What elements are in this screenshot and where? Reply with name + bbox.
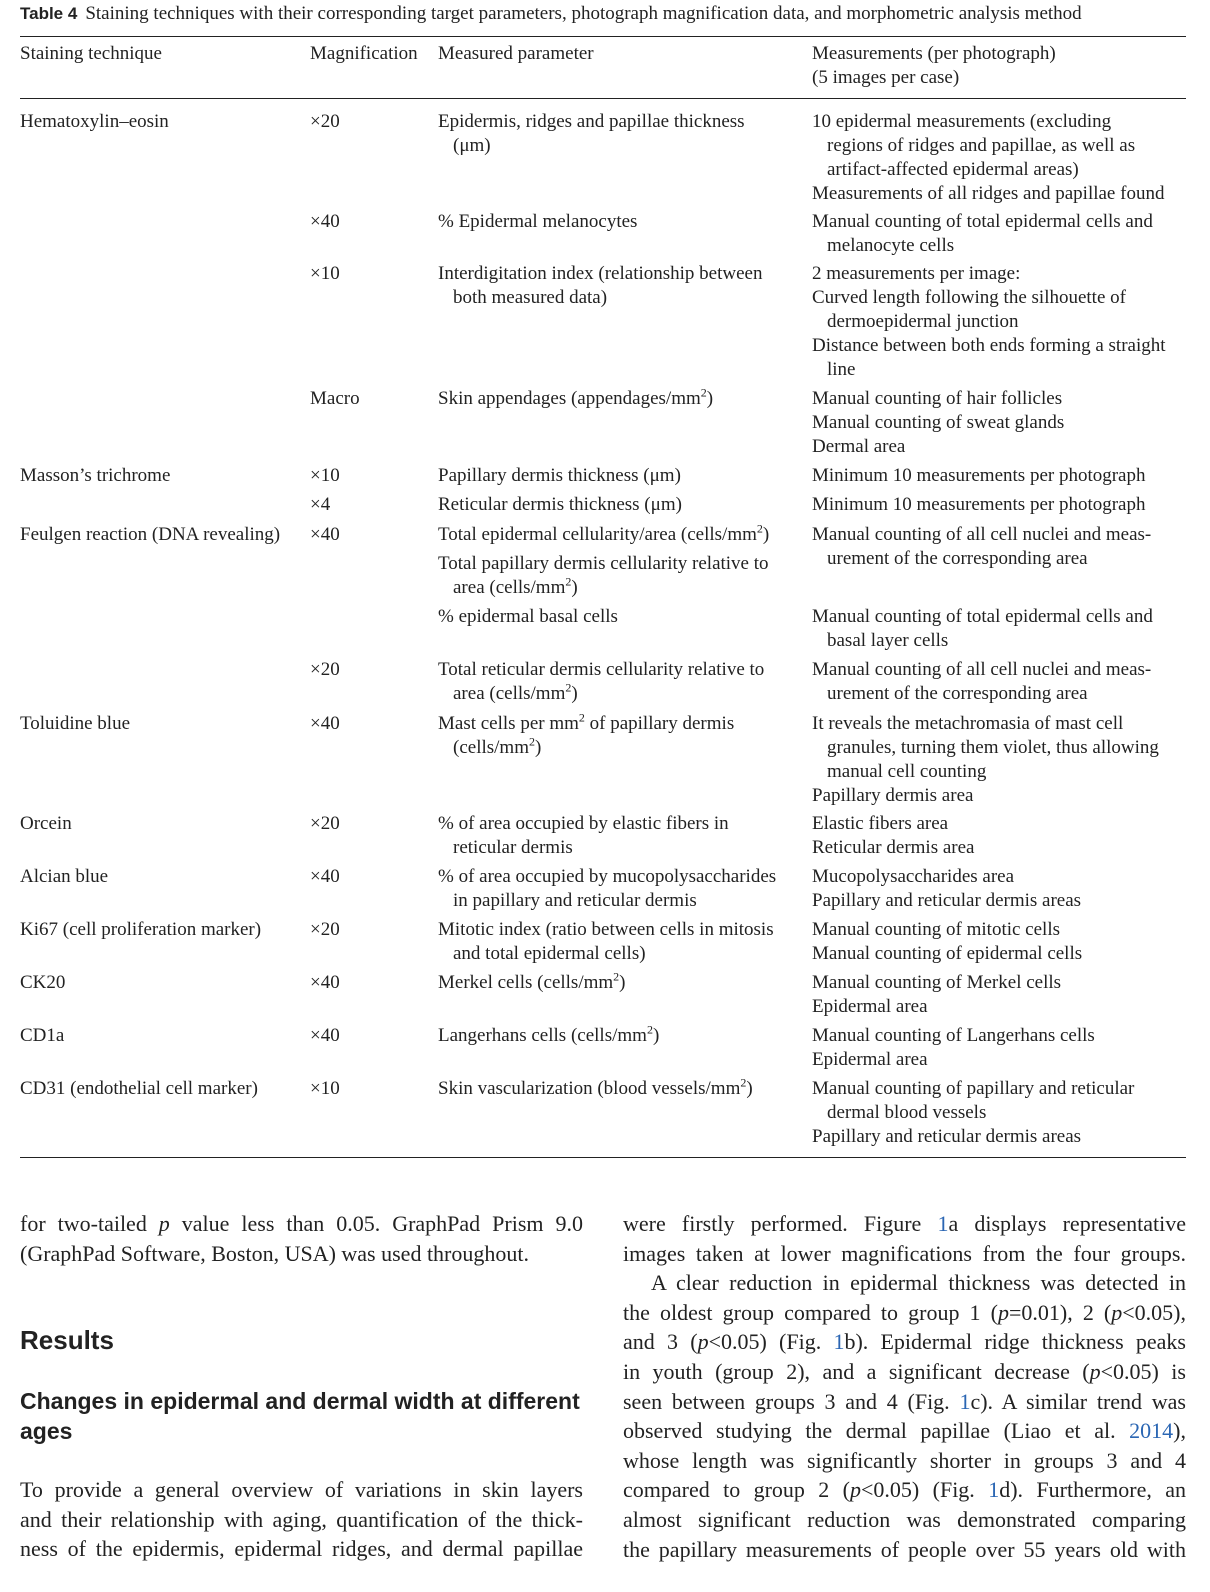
measurement-cell (812, 1024, 1095, 1072)
measurement-line: 10 epidermal measurements (excluding (812, 111, 1112, 132)
measurement-line: line (827, 359, 856, 380)
parameter-text: Skin vascularization (blood vessels/mm (438, 1078, 741, 1099)
parameter-text: ) (571, 577, 578, 598)
text-run: ), (1173, 1418, 1186, 1444)
parameter-line: % Epidermal melanocytes (438, 211, 638, 232)
parameter-cell (438, 712, 734, 760)
results-heading: Results (20, 1325, 114, 1355)
parameter-line: Mitotic index (ratio between cells in mitosis (438, 919, 774, 940)
magnification-cell: ×10 (310, 465, 340, 486)
measurement-cell (812, 605, 1153, 653)
text-line: and their relationship with aging, quantification of the thick- (20, 1506, 583, 1532)
measurement-cell (812, 812, 974, 860)
measurement-line: melanocyte cells (827, 235, 955, 256)
measurement-line: Curved length following the silhouette of (812, 287, 1126, 308)
parameter-line: % epidermal basal cells (438, 606, 618, 627)
technique-cd31: CD31 (endothelial cell marker) (20, 1078, 258, 1099)
technique-hematoxylin-eosin: Hematoxylin–eosin (20, 111, 169, 132)
measurement-line: basal layer cells (827, 630, 949, 651)
measurement-cell (812, 523, 1151, 571)
parameter-text: ) (746, 1078, 753, 1099)
table-number: Table 4 (20, 4, 78, 23)
right-column-paragraph (623, 1209, 1186, 1564)
technique-alcian-blue: Alcian blue (20, 866, 109, 887)
text-line: To provide a general overview of variations in skin layers (20, 1477, 583, 1502)
magnification-cell: ×40 (310, 211, 340, 232)
parameter-cell (438, 262, 762, 310)
parameter-text: ) (619, 972, 626, 993)
technique-massons-trichrome: Masson’s trichrome (20, 465, 171, 486)
measurement-cell (812, 110, 1164, 206)
text-run: <0.05), (1122, 1299, 1186, 1325)
header-parameter: Measured parameter (438, 43, 594, 64)
parameter-text: ) (534, 737, 542, 758)
parameter-cell (438, 918, 774, 966)
parameter-line: % of area occupied by mucopolysaccharides (438, 866, 777, 887)
text-run: compared to group 2 ( (623, 1477, 851, 1503)
measurement-line: dermal blood vessels (827, 1102, 987, 1123)
superscript: 2 (528, 734, 535, 749)
table-header-rule (20, 98, 1186, 99)
parameter-cell: Papillary dermis thickness (μm) (438, 465, 681, 486)
text-run: p (850, 1477, 862, 1503)
parameter-line: Total reticular dermis cellularity relative to (438, 659, 765, 680)
superscript: 2 (756, 521, 763, 536)
parameter-cell (438, 387, 713, 411)
parameter-cell (438, 865, 776, 913)
superscript: 2 (578, 710, 585, 725)
text-run: observed studying the dermal papillae (Liao et al. (623, 1418, 1130, 1444)
measurement-cell (812, 210, 1153, 258)
text-run: the oldest group compared to group 1 ( (623, 1299, 998, 1325)
magnification-cell: ×40 (310, 866, 340, 887)
text-line: A clear reduction in epidermal thickness was detected in (651, 1270, 1186, 1296)
superscript: 2 (740, 1075, 747, 1090)
text-run: p (1089, 1358, 1101, 1384)
technique-feulgen-reaction: Feulgen reaction (DNA revealing) (20, 524, 281, 545)
measurement-line: Papillary and reticular dermis areas (812, 1126, 1082, 1147)
measurement-line: Distance between both ends forming a straight (812, 335, 1166, 356)
measurement-line: Dermal area (812, 436, 906, 457)
measurement-line: Measurements of all ridges and papillae found (812, 183, 1165, 204)
text-run: b). Epidermal ridge thickness peaks (844, 1329, 1186, 1355)
measurement-line: Epidermal area (812, 996, 928, 1017)
figure-link[interactable]: 1 (833, 1329, 845, 1355)
text-run: a displays representative (948, 1211, 1186, 1236)
magnification-cell: ×40 (310, 972, 340, 993)
parameter-cell (438, 552, 769, 600)
parameter-line: reticular dermis (453, 837, 573, 858)
magnification-cell: Macro (310, 388, 360, 409)
text-run: <0.05) (Fig. (861, 1477, 989, 1503)
parameter-cell (438, 110, 745, 158)
figure-link[interactable]: 1 (959, 1388, 971, 1414)
figure-link[interactable]: 1 (937, 1211, 949, 1236)
superscript: 2 (565, 680, 572, 695)
superscript: 2 (613, 969, 620, 984)
text-line: whose length was significantly shorter in groups 3 and 4 (623, 1447, 1186, 1473)
text-run: p (697, 1329, 709, 1355)
superscript: 2 (646, 1022, 653, 1037)
header-measurements (812, 42, 1056, 90)
parameter-cell (438, 210, 637, 234)
table-top-rule (20, 36, 1186, 37)
measurement-cell (812, 971, 1061, 1019)
parameter-text: ) (762, 524, 770, 545)
table-bottom-rule (20, 1157, 1186, 1158)
figure-link[interactable]: 1 (988, 1477, 1000, 1503)
measurement-line: Manual counting of all cell nuclei and meas- (812, 659, 1152, 680)
measurement-line: regions of ridges and papillae, as well as (827, 135, 1136, 156)
parameter-line: (μm) (453, 135, 491, 156)
text-run: d). Furthermore, an (999, 1477, 1186, 1503)
parameter-text: Skin appendages (appendages/mm (438, 388, 701, 409)
measurement-line: Manual counting of sweat glands (812, 412, 1065, 433)
parameter-line: both measured data) (453, 287, 608, 308)
technique-ck20: CK20 (20, 972, 66, 993)
parameter-text: Total epidermal cellularity/area (cells/mm (438, 524, 757, 545)
header-magnification: Magnification (310, 43, 418, 64)
measurement-line: granules, turning them violet, thus allowing (827, 737, 1159, 758)
text-run: <0.05) (Fig. (708, 1329, 834, 1355)
measurement-line: urement of the corresponding area (827, 683, 1088, 704)
parameter-text: ) (706, 388, 714, 409)
measurement-line: 2 measurements per image: (812, 263, 1021, 284)
text-run: c). A similar trend was (970, 1388, 1186, 1414)
magnification-cell: ×20 (310, 919, 340, 940)
table-caption-text: Staining techniques with their corresponding target parameters, photograph magnification data, and morphometric analysis method (85, 3, 1082, 24)
measurement-cell (812, 658, 1151, 706)
measurement-line: Manual counting of hair follicles (812, 388, 1063, 409)
parameter-cell (438, 971, 626, 995)
header-measurements-line: (5 images per case) (812, 67, 960, 88)
technique-ki67: Ki67 (cell proliferation marker) (20, 919, 262, 940)
text-run: were firstly performed. Figure (623, 1211, 938, 1236)
parameter-cell (438, 1077, 753, 1101)
measurement-cell (812, 262, 1166, 382)
table-caption (20, 3, 1082, 25)
text-run: p (158, 1211, 170, 1236)
technique-orcein: Orcein (20, 813, 72, 834)
technique-cd1a: CD1a (20, 1025, 65, 1046)
parameter-text: Langerhans cells (cells/mm (438, 1025, 647, 1046)
text-line: images taken at lower magnifications from the four groups. (623, 1240, 1186, 1266)
measurement-cell (812, 712, 1159, 808)
text-run: in youth (group 2), and a significant decrease ( (623, 1358, 1090, 1384)
magnification-cell: ×20 (310, 111, 340, 132)
parameter-line: in papillary and reticular dermis (453, 890, 697, 911)
measurement-line: Manual counting of papillary and reticular (812, 1078, 1135, 1099)
parameter-text: ) (571, 683, 578, 704)
superscript: 2 (700, 385, 707, 400)
citation-link[interactable]: 2014 (1129, 1418, 1174, 1444)
measurement-cell (812, 918, 1082, 966)
measurement-line: artifact-affected epidermal areas) (827, 159, 1079, 180)
magnification-cell: ×4 (310, 494, 331, 515)
text-run: and 3 ( (623, 1329, 698, 1355)
measurement-cell (812, 1077, 1134, 1149)
text-run: value less than 0.05. GraphPad Prism 9.0 (169, 1211, 583, 1236)
parameter-text: area (cells/mm (453, 683, 566, 704)
magnification-cell: ×40 (310, 524, 340, 545)
parameter-text: (cells/mm (453, 737, 529, 758)
parameter-text: area (cells/mm (453, 577, 566, 598)
magnification-cell: ×20 (310, 659, 340, 680)
measurement-cell: Minimum 10 measurements per photograph (812, 494, 1146, 515)
header-measurements-line: Measurements (per photograph) (812, 43, 1056, 64)
measurement-line: Manual counting of Langerhans cells (812, 1025, 1095, 1046)
measurement-line: Manual counting of mitotic cells (812, 919, 1061, 940)
parameter-text: Mast cells per mm (438, 713, 579, 734)
text-run: =0.01), 2 ( (1008, 1299, 1112, 1325)
parameter-line: % of area occupied by elastic fibers in (438, 813, 729, 834)
measurement-line: Manual counting of total epidermal cells and (812, 606, 1153, 627)
left-column-paragraph (20, 1209, 583, 1268)
parameter-cell (438, 605, 618, 629)
text-line: the papillary measurements of people over 55 years old with (623, 1536, 1186, 1562)
section-subheading: Changes in epidermal and dermal width at different ages (20, 1388, 580, 1444)
text-run: seen between groups 3 and 4 (Fig. (623, 1388, 960, 1414)
measurement-line: Papillary and reticular dermis areas (812, 890, 1082, 911)
technique-toluidine-blue: Toluidine blue (20, 713, 131, 734)
text-line: (GraphPad Software, Boston, USA) was used throughout. (20, 1240, 529, 1266)
measurement-cell (812, 865, 1081, 913)
magnification-cell: ×10 (310, 263, 340, 284)
text-run: for two-tailed (20, 1211, 159, 1236)
parameter-cell (438, 812, 729, 860)
measurement-cell (812, 387, 1064, 459)
text-line: ness of the epidermis, epidermal ridges, and dermal papillae (20, 1536, 583, 1562)
parameter-cell (438, 658, 764, 706)
parameter-line: Interdigitation index (relationship between (438, 263, 763, 284)
measurement-line: Reticular dermis area (812, 837, 975, 858)
text-run: p (997, 1299, 1009, 1325)
parameter-cell: Reticular dermis thickness (μm) (438, 494, 682, 515)
measurement-line: Manual counting of Merkel cells (812, 972, 1062, 993)
parameter-text: Merkel cells (cells/mm (438, 972, 614, 993)
superscript: 2 (565, 574, 572, 589)
magnification-cell: ×20 (310, 813, 340, 834)
parameter-text: of papillary dermis (584, 713, 735, 734)
measurement-line: urement of the corresponding area (827, 548, 1088, 569)
measurement-line: manual cell counting (827, 761, 987, 782)
measurement-cell: Minimum 10 measurements per photograph (812, 465, 1146, 486)
text-line: almost significant reduction was demonstrated comparing (623, 1506, 1186, 1532)
header-technique: Staining technique (20, 43, 162, 64)
magnification-cell: ×10 (310, 1078, 340, 1099)
measurement-line: Elastic fibers area (812, 813, 949, 834)
magnification-cell: ×40 (310, 1025, 340, 1046)
magnification-cell: ×40 (310, 713, 340, 734)
parameter-line: and total epidermal cells) (453, 943, 646, 964)
parameter-cell (438, 523, 769, 547)
measurement-line: Epidermal area (812, 1049, 928, 1070)
measurement-line: Papillary dermis area (812, 785, 974, 806)
measurement-line: dermoepidermal junction (827, 311, 1019, 332)
text-run: p (1111, 1299, 1123, 1325)
measurement-line: Mucopolysaccharides area (812, 866, 1015, 887)
parameter-line: Epidermis, ridges and papillae thickness (438, 111, 745, 132)
measurement-line: Manual counting of all cell nuclei and meas- (812, 524, 1152, 545)
parameter-line: Total papillary dermis cellularity relative to (438, 553, 769, 574)
measurement-line: It reveals the metachromasia of mast cell (812, 713, 1124, 734)
measurement-line: Manual counting of total epidermal cells and (812, 211, 1153, 232)
measurement-line: Manual counting of epidermal cells (812, 943, 1083, 964)
parameter-cell (438, 1024, 659, 1048)
left-column-paragraph (20, 1475, 583, 1564)
text-run: <0.05) is (1100, 1358, 1186, 1384)
parameter-text: ) (652, 1025, 660, 1046)
